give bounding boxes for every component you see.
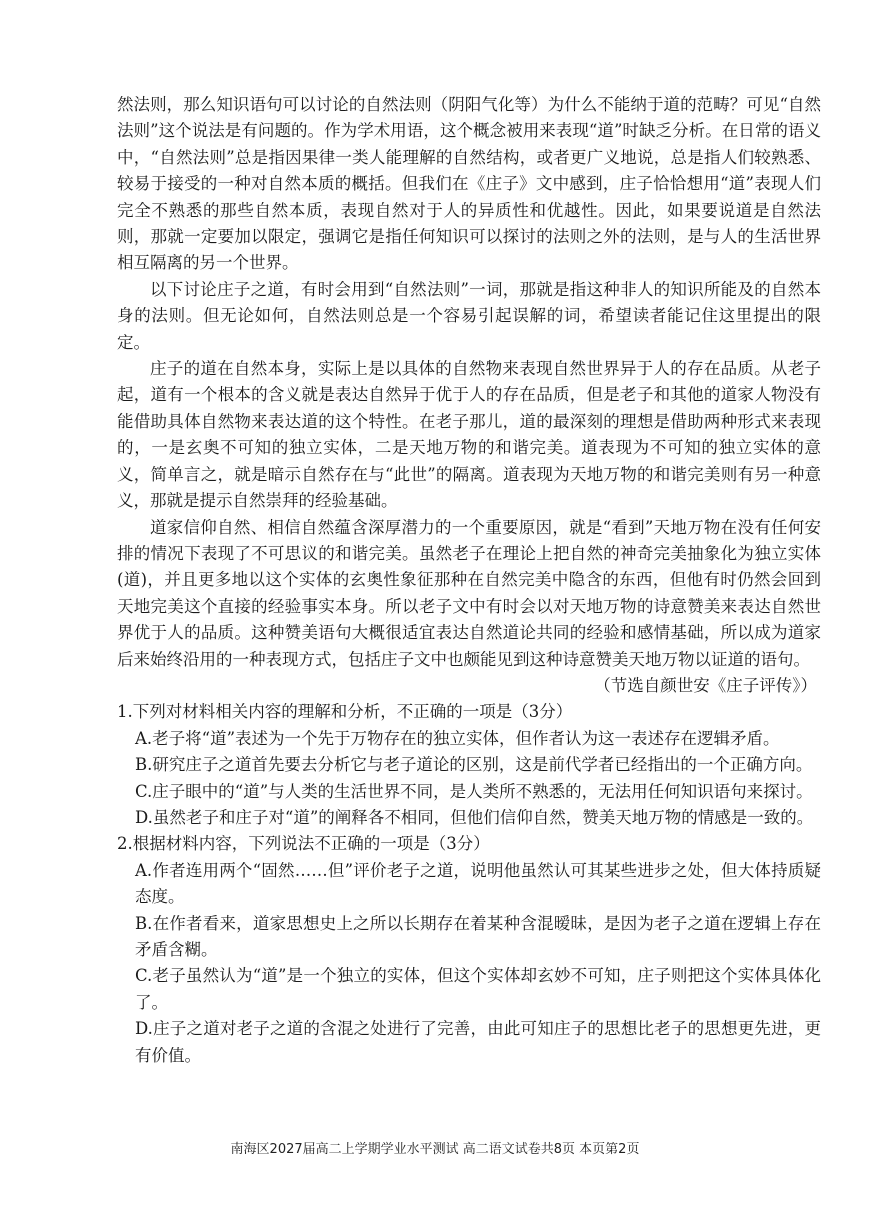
passage-paragraph: 以下讨论庄子之道，有时会用到“自然法则”一词，那就是指这种非人的知识所能及的自然本身的法则。但无论如何，自然法则总是一个容易引起误解的词，希望读者能记住这里提出的限定。 — [117, 279, 821, 352]
answer-option-c: C.老子虽然认为“道”是一个独立的实体，但这个实体却玄妙不可知，庄子则把这个实体具体化了。 — [135, 966, 821, 1012]
question-stem: 2.根据材料内容，下列说法不正确的一项是（3分） — [117, 834, 490, 854]
question-stem: 1.下列对材料相关内容的理解和分析，不正确的一项是（3分） — [117, 702, 573, 722]
reading-passage — [117, 92, 821, 699]
passage-paragraph: 道家信仰自然、相信自然蕴含深厚潜力的一个重要原因，就是“看到”天地万物在没有任何安排的情况下表现了不可思议的和谐完美。虽然老子在理论上把自然的神奇完美抽象化为独立实体(道)，并且更多地以这个实体的玄奥性象征那种在自然完美中隐含的东西，但他有时仍然会回到天地完美这个直接的经验事实本身。所以老子文中有时会以对天地万物的诗意赞美来表达自然世界优于人的品质。这种赞美语句大概很适宜表达自然道论共同的经验和感情基础，所以成为道家后来始终沿用的一种表现方式，包括庄子文中也颇能见到这种诗意赞美天地万物以证道的语句。 — [117, 517, 821, 669]
answer-option-a: A.作者连用两个“固然……但”评价老子之道，说明他虽然认可其某些进步之处，但大体持质疑态度。 — [135, 860, 821, 907]
passage-paragraph: 庄子的道在自然本身，实际上是以具体的自然物来表现自然世界异于人的存在品质。从老子起，道有一个根本的含义就是表达自然异于优于人的存在品质，但是老子和其他的道家人物没有能借助具体自然物来表达道的这个特性。在老子那儿，道的最深刻的理想是借助两种形式来表现的，一是玄奥不可知的独立实体，二是天地万物的和谐完美。道表现为不可知的独立实体的意义，简单言之，就是暗示自然存在与“此世”的隔离。道表现为天地万物的和谐完美则有另一种意义，那就是提示自然崇拜的经验基础。 — [117, 359, 821, 511]
page-footer: 南海区2027届高二上学期学业水平测试 高二语文试卷共8页 本页第2页 — [230, 1142, 640, 1157]
answer-option-a: A.老子将“道”表述为一个先于万物存在的独立实体，但作者认为这一表述存在逻辑矛盾。 — [135, 728, 780, 748]
page-content — [117, 92, 821, 1069]
answer-option-b: B.研究庄子之道首先要去分析它与老子道论的区别，这是前代学者已经指出的一个正确方向。 — [135, 755, 813, 775]
passage-paragraph: 然法则，那么知识语句可以讨论的自然法则（阴阳气化等）为什么不能纳于道的范畴？可见“自然法则”这个说法是有问题的。作为学术用语，这个概念被用来表现“道”时缺乏分析。在日常的语义中，“自然法则”总是指因果律一类人能理解的自然结构，或者更广义地说，总是指人们较熟悉、较易于接受的一种对自然本质的概括。但我们在《庄子》文中感到，庄子恰恰想用“道”表现人们完全不熟悉的那些自然本质，表现自然对于人的异质性和优越性。因此，如果要说道是自然法则，那就一定要加以限定，强调它是指任何知识可以探讨的法则之外的法则，是与人的生活世界相互隔离的另一个世界。 — [117, 95, 821, 273]
answer-option-d: D.庄子之道对老子之道的含混之处进行了完善，由此可知庄子的思想比老子的思想更先进，更有价值。 — [135, 1019, 821, 1065]
question-2 — [117, 831, 821, 1069]
answer-option-c: C.庄子眼中的“道”与人类的生活世界不同，是人类所不熟悉的，无法用任何知识语句来探讨。 — [135, 781, 813, 801]
answer-option-b: B.在作者看来，道家思想史上之所以长期存在着某种含混暧昧，是因为老子之道在逻辑上存在矛盾含糊。 — [135, 913, 821, 959]
answer-option-d: D.虽然老子和庄子对“道”的阐释各不相同，但他们信仰自然，赞美天地万物的情感是一致的。 — [135, 807, 814, 827]
question-1 — [117, 699, 821, 831]
passage-source-citation: （节选自颜世安《庄子评传》） — [594, 675, 817, 695]
